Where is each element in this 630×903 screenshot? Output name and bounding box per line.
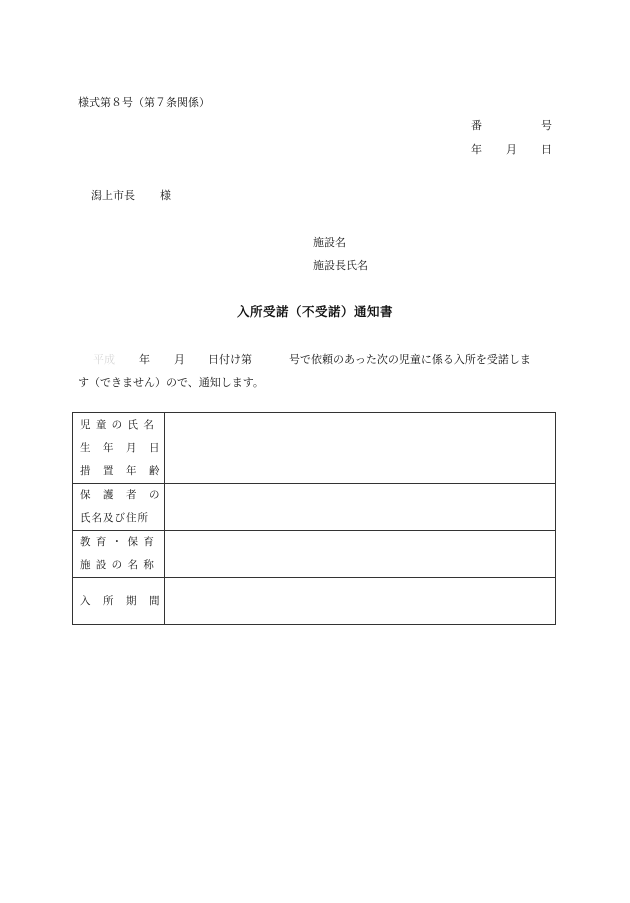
addressee-name: 潟上市長	[91, 189, 135, 202]
label-cell-guardian	[73, 484, 165, 531]
table-row-period	[73, 578, 556, 625]
label-guardian-2: 氏名及び住所	[80, 512, 149, 524]
value-cell-period	[165, 578, 556, 625]
label-guardian-1: 保 護 者 の	[80, 489, 161, 501]
label-cell-facility	[73, 531, 165, 578]
facility-name-label: 施設名	[313, 236, 346, 249]
value-cell-child	[165, 413, 556, 484]
child-info-table	[72, 412, 556, 625]
value-cell-guardian	[165, 484, 556, 531]
label-placement-age: 措 置 年 齢	[80, 464, 161, 477]
label-facility-1: 教 育 ・ 保 育	[80, 536, 155, 548]
body-line2: す（できません）ので、通知します。	[78, 376, 264, 389]
label-child-name: 児 童 の 氏 名	[80, 418, 155, 431]
label-cell-period	[73, 578, 165, 625]
table-row-guardian	[73, 484, 556, 531]
label-birthdate: 生 年 月 日	[80, 441, 161, 454]
body-year-label: 年	[139, 353, 150, 366]
number-label-go: 号	[541, 119, 552, 132]
date-day-label: 日	[541, 143, 552, 156]
table-row-facility	[73, 531, 556, 578]
date-month-label: 月	[506, 143, 517, 156]
era-label: 平成	[93, 353, 115, 366]
value-cell-facility	[165, 531, 556, 578]
addressee-honorific: 様	[160, 189, 171, 202]
body-line1-rest: 号で依頼のあった次の児童に係る入所を受諾しま	[289, 353, 531, 366]
facility-head-label: 施設長氏名	[313, 259, 368, 272]
label-facility-2: 施 設 の 名 称	[80, 559, 155, 571]
body-date-suffix: 日付け第	[208, 353, 252, 366]
body-month-label: 月	[174, 353, 185, 366]
document-title: 入所受諾（不受諾）通知書	[236, 304, 393, 319]
label-cell-child	[73, 413, 165, 484]
date-year-label: 年	[471, 143, 482, 156]
number-label-ban: 番	[471, 119, 482, 132]
form-number: 様式第８号（第７条関係）	[78, 96, 210, 109]
label-admission-period: 入 所 期 間	[80, 594, 161, 607]
table-row-child	[73, 413, 556, 484]
